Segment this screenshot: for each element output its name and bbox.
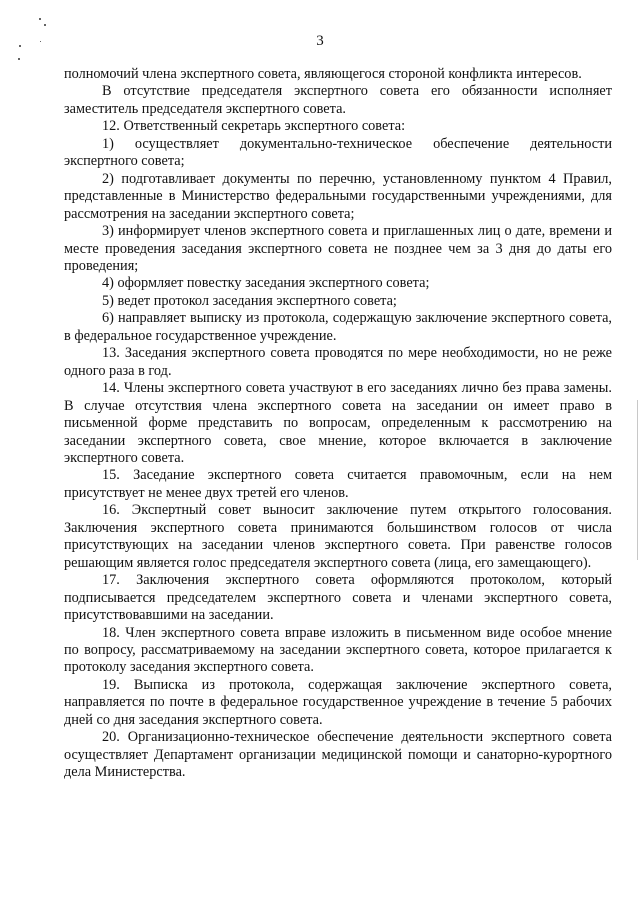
- paragraph: 14. Члены экспертного совета участвуют в его заседаниях лично без права замены. В случае отсутствия члена экспертного совета на заседании он имеет право в письменной форме представить по вопросам, определенным к рассмотрению на заседании экспертного совета, свое мнение, которое включается в заключение экспертного совета.: [64, 380, 612, 466]
- paragraph: 4) оформляет повестку заседания экспертного совета;: [102, 275, 430, 292]
- paragraph: 3) информирует членов экспертного совета и приглашенных лиц о дате, времени и месте проведения заседания экспертного совета не позднее чем за 3 дня до даты его проведения;: [64, 223, 612, 274]
- paragraph: 12. Ответственный секретарь экспертного совета:: [102, 118, 406, 135]
- paragraph: 6) направляет выписку из протокола, содержащую заключение экспертного совета, в федеральное государственное учреждение.: [64, 310, 612, 344]
- paragraph: 20. Организационно-техническое обеспечение деятельности экспертного совета осуществляет Департамент организации медицинской помощи и санаторно-курортного дела Министерства.: [64, 729, 612, 781]
- scan-speck: [39, 18, 41, 20]
- paragraph: 15. Заседание экспертного совета считается правомочным, если на нем присутствует не менее двух третей его членов.: [64, 467, 612, 501]
- scan-edge-mark: [637, 400, 638, 560]
- document-body: [64, 66, 612, 782]
- paragraph: 19. Выписка из протокола, содержащая заключение экспертного совета, направляется по почте в федеральное государственное учреждение в течение 5 рабочих дней со дня заседания экспертного совета.: [64, 676, 612, 728]
- page-number: 3: [316, 33, 324, 49]
- paragraph: 17. Заключения экспертного совета оформляются протоколом, который подписывается председателем экспертного совета и членами экспертного совета, присутствовавшими на заседании.: [64, 572, 612, 624]
- paragraph: В отсутствие председателя экспертного совета его обязанности исполняет заместитель председателя экспертного совета.: [64, 83, 612, 117]
- paragraph: 1) осуществляет документально-техническое обеспечение деятельности экспертного совета;: [64, 135, 612, 170]
- paragraph: полномочий члена экспертного совета, являющегося стороной конфликта интересов.: [64, 66, 582, 82]
- paragraph: 2) подготавливает документы по перечню, установленному пунктом 4 Правил, представленные в Министерство федеральными государственными учреждениями, для рассмотрения на заседании экспертного совета;: [64, 170, 612, 222]
- paragraph: 16. Экспертный совет выносит заключение путем открытого голосования. Заключения экспертного совета принимаются большинством голосов от числа присутствующих на заседании членов экспертного совета. При равенстве голосов решающим является голос председателя экспертного совета (лица, его замещающего).: [64, 502, 612, 571]
- paragraph: 5) ведет протокол заседания экспертного совета;: [102, 292, 397, 309]
- scan-speck: [18, 58, 20, 60]
- paragraph: 13. Заседания экспертного совета проводятся по мере необходимости, но не реже одного раза в год.: [64, 345, 612, 379]
- paragraph: 18. Член экспертного совета вправе изложить в письменном виде особое мнение по вопросу, рассматриваемому на заседании экспертного совета, которое прилагается к протоколу заседания экспертного совета.: [64, 624, 612, 676]
- scan-speck: [44, 24, 46, 26]
